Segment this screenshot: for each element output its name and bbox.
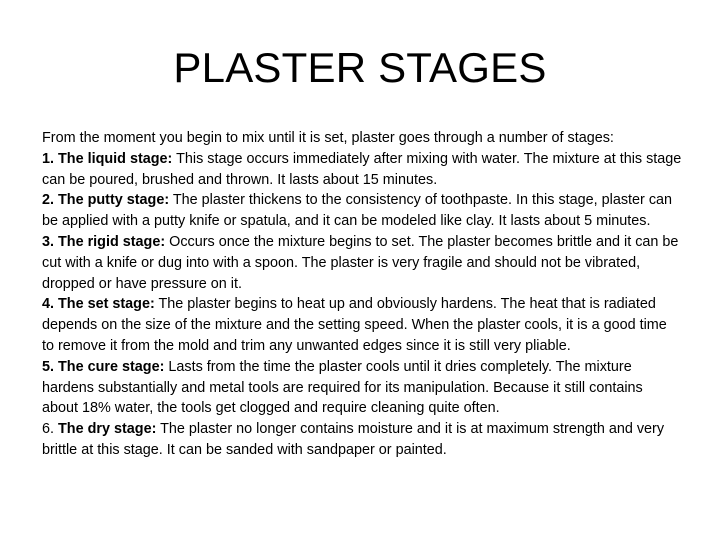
stage-5-label: 5. The cure stage:: [42, 358, 165, 375]
stage-3-paragraph: [42, 232, 682, 294]
stage-2-label: 2. The putty stage:: [42, 192, 170, 209]
stage-5-text: Lasts from the time the plaster cools until it dries completely. The mixture hardens substantially and metal tools are required for its manipulation. Because it still contains about 18% water, the tools get clogged and require cleaning quite often.: [42, 358, 643, 417]
stage-5-paragraph: [42, 357, 682, 419]
intro-paragraph: From the moment you begin to mix until it is set, plaster goes through a number of stages:: [42, 130, 614, 146]
slide-title: PLASTER STAGES: [173, 44, 547, 91]
stage-1-label: 1. The liquid stage:: [42, 150, 173, 167]
stage-1-paragraph: [42, 149, 682, 191]
stage-6-paragraph: [42, 419, 682, 461]
stage-6-number: 6.: [42, 421, 55, 438]
stage-2-paragraph: [42, 190, 682, 232]
stage-4-text: The plaster begins to heat up and obviously hardens. The heat that is radiated depends on the size of the mixture and the setting speed. When the plaster cools, it is a good time to remove it from the mold and trim any unwanted edges since it is still very pliable.: [42, 296, 667, 354]
stage-6-text: The plaster no longer contains moisture and it is at maximum strength and very brittle at this stage. It can be sanded with sandpaper or painted.: [42, 421, 665, 458]
stage-3-text: Occurs once the mixture begins to set. The plaster becomes brittle and it can be cut with a knife or dug into with a spoon. The plaster is very fragile and should not be vibrated, dropped or have pressure on it.: [42, 233, 679, 292]
stage-3-label: 3. The rigid stage:: [42, 233, 166, 250]
slide-body: [42, 128, 682, 461]
stage-1-text: This stage occurs immediately after mixing with water. The mixture at this stage can be poured, brushed and thrown. It lasts about 15 minutes.: [42, 150, 682, 188]
stage-4-label: 4. The set stage:: [42, 296, 155, 313]
stage-2-text: The plaster thickens to the consistency of toothpaste. In this stage, plaster can be applied with a putty knife or spatula, and it can be modeled like clay. It lasts about 5 minutes.: [42, 192, 673, 230]
stage-6-label: The dry stage:: [58, 421, 157, 438]
stage-4-paragraph: [42, 294, 682, 356]
